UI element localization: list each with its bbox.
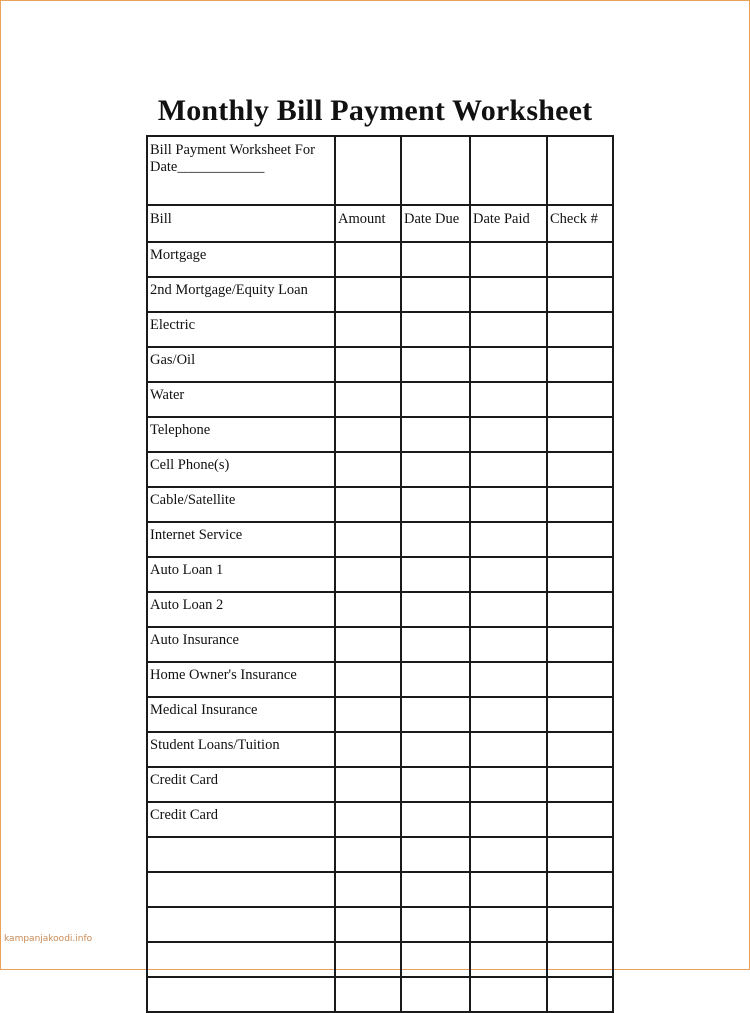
- table-row: [147, 452, 613, 487]
- column-header-amount: Amount: [335, 205, 401, 242]
- check-number-cell[interactable]: [547, 312, 613, 347]
- table-row: [147, 242, 613, 277]
- date-paid-cell[interactable]: [470, 837, 547, 872]
- column-header-date-paid: Date Paid: [470, 205, 547, 242]
- bill-name-cell: Credit Card: [147, 802, 335, 837]
- table-row: [147, 942, 613, 977]
- bill-name-cell: [147, 872, 335, 907]
- check-number-cell[interactable]: [547, 942, 613, 977]
- amount-cell[interactable]: [335, 382, 401, 417]
- date-paid-cell[interactable]: [470, 732, 547, 767]
- bill-name-cell: Water: [147, 382, 335, 417]
- amount-cell[interactable]: [335, 662, 401, 697]
- check-number-cell[interactable]: [547, 487, 613, 522]
- amount-cell[interactable]: [335, 907, 401, 942]
- table-row: [147, 487, 613, 522]
- check-number-cell[interactable]: [547, 907, 613, 942]
- date-due-cell[interactable]: [401, 697, 470, 732]
- date-paid-cell[interactable]: [470, 977, 547, 1012]
- blank-header-cell: [335, 136, 401, 205]
- check-number-cell[interactable]: [547, 662, 613, 697]
- date-paid-cell[interactable]: [470, 592, 547, 627]
- table-row: [147, 872, 613, 907]
- bill-name-cell: [147, 837, 335, 872]
- date-due-cell[interactable]: [401, 802, 470, 837]
- date-due-cell[interactable]: [401, 487, 470, 522]
- table-row: [147, 662, 613, 697]
- date-due-cell[interactable]: [401, 872, 470, 907]
- date-paid-cell[interactable]: [470, 452, 547, 487]
- date-due-cell[interactable]: [401, 382, 470, 417]
- bill-name-cell: Telephone: [147, 417, 335, 452]
- check-number-cell[interactable]: [547, 802, 613, 837]
- table-row: [147, 347, 613, 382]
- date-due-cell[interactable]: [401, 592, 470, 627]
- amount-cell[interactable]: [335, 627, 401, 662]
- check-number-cell[interactable]: [547, 277, 613, 312]
- amount-cell[interactable]: [335, 277, 401, 312]
- date-paid-cell[interactable]: [470, 417, 547, 452]
- date-paid-cell[interactable]: [470, 697, 547, 732]
- check-number-cell[interactable]: [547, 977, 613, 1012]
- blank-header-cell: [470, 136, 547, 205]
- bill-name-cell: Gas/Oil: [147, 347, 335, 382]
- bill-name-cell: Mortgage: [147, 242, 335, 277]
- date-paid-cell[interactable]: [470, 277, 547, 312]
- amount-cell[interactable]: [335, 557, 401, 592]
- worksheet-date-field[interactable]: Date____________: [150, 159, 265, 175]
- date-paid-cell[interactable]: [470, 557, 547, 592]
- date-due-cell[interactable]: [401, 557, 470, 592]
- bill-name-cell: 2nd Mortgage/Equity Loan: [147, 277, 335, 312]
- table-row: [147, 522, 613, 557]
- date-due-cell[interactable]: [401, 977, 470, 1012]
- amount-cell[interactable]: [335, 522, 401, 557]
- date-paid-cell[interactable]: [470, 312, 547, 347]
- amount-cell[interactable]: [335, 452, 401, 487]
- date-due-cell[interactable]: [401, 627, 470, 662]
- check-number-cell[interactable]: [547, 522, 613, 557]
- amount-cell[interactable]: [335, 417, 401, 452]
- amount-cell[interactable]: [335, 977, 401, 1012]
- bill-name-cell: [147, 977, 335, 1012]
- check-number-cell[interactable]: [547, 767, 613, 802]
- date-paid-cell[interactable]: [470, 767, 547, 802]
- bill-name-cell: Cable/Satellite: [147, 487, 335, 522]
- table-row: [147, 907, 613, 942]
- date-due-cell[interactable]: [401, 732, 470, 767]
- date-paid-cell[interactable]: [470, 382, 547, 417]
- date-paid-cell[interactable]: [470, 487, 547, 522]
- column-header-row: [147, 205, 613, 242]
- column-header-bill: Bill: [147, 205, 335, 242]
- table-row: [147, 627, 613, 662]
- bill-worksheet-table: [146, 135, 614, 1013]
- check-number-cell[interactable]: [547, 417, 613, 452]
- column-header-check-number: Check #: [547, 205, 613, 242]
- table-row: [147, 837, 613, 872]
- table-row: [147, 977, 613, 1012]
- table-row: [147, 277, 613, 312]
- check-number-cell[interactable]: [547, 592, 613, 627]
- date-due-cell[interactable]: [401, 417, 470, 452]
- column-header-date-due: Date Due: [401, 205, 470, 242]
- amount-cell[interactable]: [335, 242, 401, 277]
- page-title: Monthly Bill Payment Worksheet: [157, 94, 593, 127]
- date-paid-cell[interactable]: [470, 627, 547, 662]
- check-number-cell[interactable]: [547, 697, 613, 732]
- amount-cell[interactable]: [335, 592, 401, 627]
- date-paid-cell[interactable]: [470, 907, 547, 942]
- table-row: [147, 697, 613, 732]
- date-paid-cell[interactable]: [470, 802, 547, 837]
- date-due-cell[interactable]: [401, 277, 470, 312]
- blank-header-cell: [547, 136, 613, 205]
- date-due-cell[interactable]: [401, 942, 470, 977]
- date-due-cell[interactable]: [401, 907, 470, 942]
- check-number-cell[interactable]: [547, 347, 613, 382]
- check-number-cell[interactable]: [547, 872, 613, 907]
- bill-name-cell: Auto Loan 1: [147, 557, 335, 592]
- bill-name-cell: [147, 907, 335, 942]
- amount-cell[interactable]: [335, 942, 401, 977]
- date-due-cell[interactable]: [401, 312, 470, 347]
- date-paid-cell[interactable]: [470, 522, 547, 557]
- table-row: [147, 382, 613, 417]
- blank-header-cell: [401, 136, 470, 205]
- check-number-cell[interactable]: [547, 382, 613, 417]
- worksheet-date-row: [147, 136, 613, 205]
- date-paid-cell[interactable]: [470, 942, 547, 977]
- date-due-cell[interactable]: [401, 767, 470, 802]
- table-row: [147, 417, 613, 452]
- bill-name-cell: Internet Service: [147, 522, 335, 557]
- check-number-cell[interactable]: [547, 732, 613, 767]
- bill-name-cell: Electric: [147, 312, 335, 347]
- check-number-cell[interactable]: [547, 627, 613, 662]
- date-due-cell[interactable]: [401, 662, 470, 697]
- bill-name-cell: Auto Loan 2: [147, 592, 335, 627]
- table-row: [147, 732, 613, 767]
- amount-cell[interactable]: [335, 767, 401, 802]
- worksheet-for-label: Bill Payment Worksheet For: [150, 142, 315, 158]
- bill-name-cell: Home Owner's Insurance: [147, 662, 335, 697]
- date-due-cell[interactable]: [401, 452, 470, 487]
- check-number-cell[interactable]: [547, 837, 613, 872]
- date-due-cell[interactable]: [401, 837, 470, 872]
- table-row: [147, 802, 613, 837]
- table-row: [147, 767, 613, 802]
- amount-cell[interactable]: [335, 697, 401, 732]
- table-row: [147, 557, 613, 592]
- check-number-cell[interactable]: [547, 557, 613, 592]
- check-number-cell[interactable]: [547, 242, 613, 277]
- date-paid-cell[interactable]: [470, 662, 547, 697]
- date-due-cell[interactable]: [401, 522, 470, 557]
- bill-name-cell: Credit Card: [147, 767, 335, 802]
- date-due-cell[interactable]: [401, 347, 470, 382]
- bill-name-cell: Medical Insurance: [147, 697, 335, 732]
- worksheet-intro-cell: [147, 136, 335, 205]
- check-number-cell[interactable]: [547, 452, 613, 487]
- bill-name-cell: Auto Insurance: [147, 627, 335, 662]
- amount-cell[interactable]: [335, 347, 401, 382]
- amount-cell[interactable]: [335, 732, 401, 767]
- bill-name-cell: Student Loans/Tuition: [147, 732, 335, 767]
- amount-cell[interactable]: [335, 802, 401, 837]
- table-row: [147, 312, 613, 347]
- amount-cell[interactable]: [335, 837, 401, 872]
- date-paid-cell[interactable]: [470, 347, 547, 382]
- date-due-cell[interactable]: [401, 242, 470, 277]
- amount-cell[interactable]: [335, 872, 401, 907]
- date-paid-cell[interactable]: [470, 872, 547, 907]
- table-row: [147, 592, 613, 627]
- bill-name-cell: [147, 942, 335, 977]
- amount-cell[interactable]: [335, 487, 401, 522]
- date-paid-cell[interactable]: [470, 242, 547, 277]
- bill-name-cell: Cell Phone(s): [147, 452, 335, 487]
- watermark-text: kampanjakoodi.info: [4, 934, 93, 944]
- amount-cell[interactable]: [335, 312, 401, 347]
